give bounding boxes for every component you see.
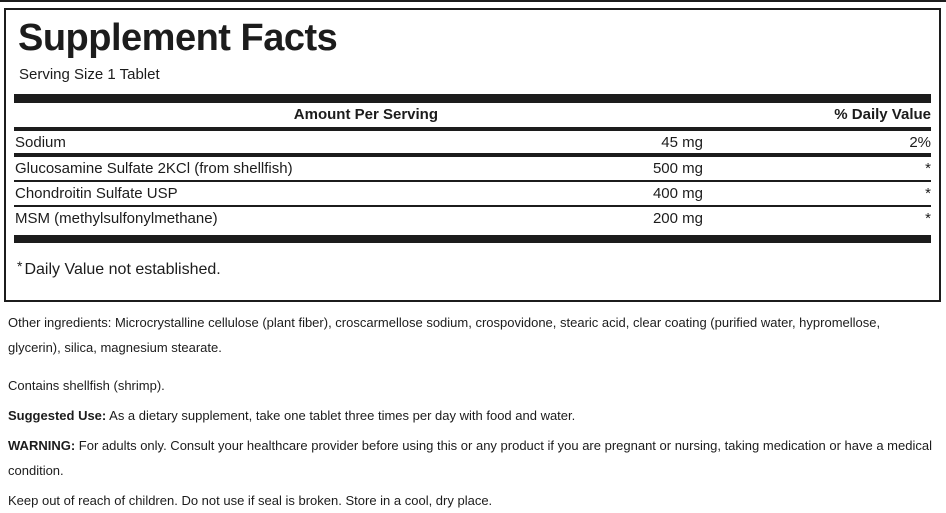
other-ingredients-text: Other ingredients: Microcrystalline cellulose (plant fiber), croscarmellose sodium, crospovidone, stearic acid, clear coating (purified water, hypromellose, glycerin), silica, magnesium stearate. [8,315,881,355]
label-info-section [8,302,940,513]
storage-statement: Keep out of reach of children. Do not use if seal is broken. Store in a cool, dry place. [8,493,493,508]
nutrient-dv: * [925,160,931,177]
nutrient-name: Glucosamine Sulfate 2KCl (from shellfish) [15,160,293,177]
label-top-edge-line [0,0,946,2]
warning-text: For adults only. Consult your healthcare provider before using this or any product if you are pregnant or nursing, taking medication or have a medical condition. [8,438,932,478]
thick-divider-bottom [14,235,931,243]
nutrient-name: Chondroitin Sulfate USP [15,185,178,202]
allergen-statement: Contains shellfish (shrimp). [8,378,165,393]
daily-value-header: % Daily Value [834,106,931,123]
table-header-row [14,103,931,127]
supplement-facts-panel [4,8,941,302]
nutrient-dv: 2% [909,133,931,151]
nutrient-name: MSM (methylsulfonylmethane) [15,210,218,227]
nutrient-amount: 500 mg [652,160,703,177]
warning-paragraph [8,433,940,483]
footnote-text: Daily Value not established. [24,261,221,278]
nutrient-amount: 400 mg [652,185,703,202]
suggested-use-label: Suggested Use: [8,408,107,423]
warning-label: WARNING: [8,438,76,453]
nutrient-amount: 200 mg [652,210,703,227]
suggested-use-text: As a dietary supplement, take one tablet three times per day with food and water. [106,408,576,423]
panel-title: Supplement Facts [18,17,338,59]
nutrient-name: Sodium [15,133,66,151]
suggested-use-paragraph [8,403,940,428]
table-row [14,182,931,205]
daily-value-footnote [17,256,931,280]
nutrient-dv: * [925,185,931,202]
asterisk-symbol: * [17,258,23,274]
table-row [14,207,931,230]
table-row [14,131,931,153]
table-row [14,157,931,180]
thick-divider-top [14,94,931,103]
nutrient-amount: 45 mg [661,133,703,151]
serving-size-text: Serving Size 1 Tablet [19,66,160,83]
amount-per-serving-header: Amount Per Serving [293,106,438,123]
nutrient-dv: * [925,210,931,227]
